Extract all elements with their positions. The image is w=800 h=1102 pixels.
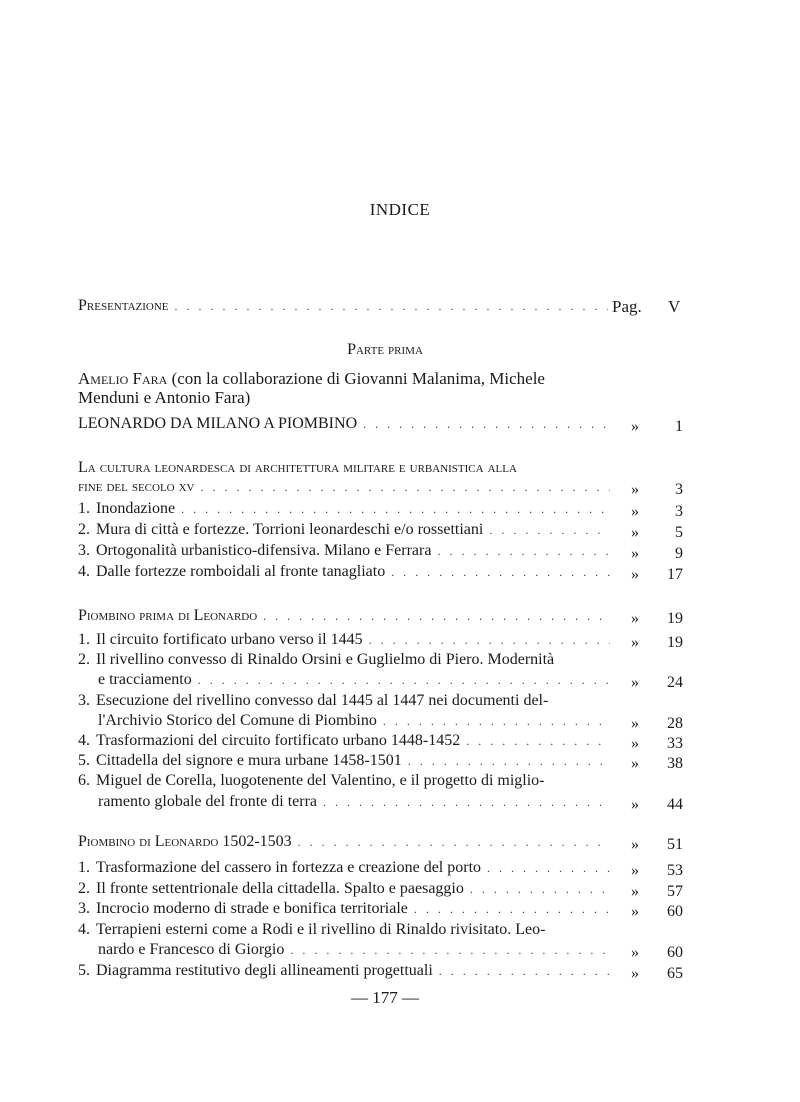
leader-dots bbox=[470, 880, 610, 899]
section-1-heading bbox=[78, 477, 610, 497]
toc-page: 1 bbox=[675, 418, 683, 435]
toc-label: LEONARDO DA MILANO A PIOMBINO bbox=[78, 415, 358, 432]
toc-label: 1. Trasformazione del cassero in fortezza e creazione del porto bbox=[78, 859, 482, 876]
toc-label: Piombino prima di Leonardo bbox=[78, 607, 258, 624]
toc-page: 24 bbox=[667, 674, 683, 692]
toc-label: 6. Miguel de Corella, luogotenente del Valentino, e il progetto di miglio- bbox=[78, 772, 545, 790]
toc-page: 65 bbox=[667, 964, 683, 982]
leader-dots bbox=[383, 712, 610, 731]
toc-label: nardo e Francesco di Giorgio bbox=[98, 941, 285, 958]
toc-label: Presentazione bbox=[78, 297, 169, 314]
toc-page: 33 bbox=[667, 735, 683, 752]
toc-page: 19 bbox=[667, 634, 683, 651]
page-number: — 177 — bbox=[351, 988, 419, 1007]
toc-item-line bbox=[78, 650, 610, 669]
toc-item-line bbox=[78, 541, 610, 561]
toc-mark: » bbox=[631, 503, 639, 520]
toc-label: 4. Terrapieni esterni come a Rodi e il rivellino di Rinaldo rivisitato. Leo- bbox=[78, 920, 546, 938]
toc-mark: » bbox=[631, 964, 639, 982]
toc-item-number: 3. bbox=[78, 900, 90, 917]
toc-item-number: 4. bbox=[78, 732, 90, 749]
part-title: Parte prima bbox=[347, 341, 423, 358]
toc-item-line bbox=[78, 792, 610, 812]
toc-item-line bbox=[78, 499, 610, 519]
toc-item-number: 6. bbox=[78, 772, 90, 790]
toc-mark: » bbox=[631, 634, 639, 651]
toc-label: 2. Mura di città e fortezze. Torrioni leonardeschi e/o rossettiani bbox=[78, 521, 484, 538]
toc-item-number: 1. bbox=[78, 500, 90, 517]
toc-mark: » bbox=[631, 714, 639, 732]
leader-dots bbox=[198, 671, 610, 690]
toc-label: ramento globale del fronte di terra bbox=[98, 792, 318, 810]
toc-mark: » bbox=[631, 545, 639, 562]
toc-mark: » bbox=[631, 836, 639, 853]
toc-mark: » bbox=[631, 903, 639, 920]
pag-label: Pag. bbox=[612, 297, 642, 316]
toc-item-line bbox=[78, 920, 610, 939]
toc-mark: » bbox=[631, 481, 639, 498]
toc-label: 5. Diagramma restitutivo degli allineamenti progettuali bbox=[78, 961, 433, 979]
toc-item-number: 4. bbox=[78, 920, 90, 938]
leader-dots bbox=[175, 297, 608, 316]
toc-page: 60 bbox=[667, 903, 683, 920]
toc-item-number: 3. bbox=[78, 542, 90, 559]
toc-mark: » bbox=[631, 944, 639, 961]
section-3-heading bbox=[78, 832, 610, 852]
page-title: INDICE bbox=[369, 200, 431, 219]
leader-dots bbox=[439, 962, 610, 981]
toc-item-line bbox=[78, 670, 610, 690]
leader-dots bbox=[298, 833, 610, 852]
leader-dots bbox=[369, 631, 610, 650]
toc-page: V bbox=[668, 297, 681, 316]
toc-page: 60 bbox=[667, 944, 683, 961]
toc-item-number: 5. bbox=[78, 961, 90, 979]
leader-dots bbox=[487, 859, 610, 878]
toc-page: 9 bbox=[675, 545, 683, 562]
toc-label: 3. Incrocio moderno di strade e bonifica territoriale bbox=[78, 900, 408, 917]
leader-dots bbox=[201, 478, 611, 497]
toc-mark: » bbox=[631, 882, 639, 900]
toc-item-number: 2. bbox=[78, 651, 90, 669]
section-2-heading bbox=[78, 606, 610, 626]
toc-item-line bbox=[78, 771, 610, 790]
toc-page: 38 bbox=[667, 755, 683, 773]
leader-dots bbox=[363, 415, 610, 434]
toc-mark: » bbox=[631, 524, 639, 541]
toc-main-title bbox=[78, 414, 610, 434]
toc-item-line bbox=[78, 630, 610, 650]
leader-dots bbox=[466, 732, 610, 751]
toc-label: 3. Ortogonalità urbanistico-difensiva. Milano e Ferrara bbox=[78, 542, 432, 559]
toc-item-number: 5. bbox=[78, 752, 90, 770]
toc-item-line bbox=[78, 562, 610, 582]
toc-item-number: 3. bbox=[78, 691, 90, 709]
toc-label: l'Archivio Storico del Comune di Piombino bbox=[98, 711, 377, 729]
toc-label: 4. Trasformazioni del circuito fortificato urbano 1448-1452 bbox=[78, 732, 461, 749]
toc-label: 2. Il fronte settentrionale della cittadella. Spalto e paesaggio bbox=[78, 879, 464, 897]
toc-label: 5. Cittadella del signore e mura urbane 1458-1501 bbox=[78, 752, 402, 770]
toc-item-line bbox=[78, 879, 610, 899]
toc-item-line bbox=[78, 691, 610, 710]
author-line bbox=[78, 369, 608, 407]
toc-label: 3. Esecuzione del rivellino convesso dal 1445 al 1447 nei documenti del- bbox=[78, 691, 549, 709]
leader-dots bbox=[263, 607, 610, 626]
toc-page: 5 bbox=[675, 524, 683, 541]
toc-item-number: 4. bbox=[78, 563, 90, 580]
toc-item-number: 1. bbox=[78, 859, 90, 876]
toc-label: Piombino di Leonardo 1502-1503 bbox=[78, 833, 292, 850]
toc-item-number: 2. bbox=[78, 879, 90, 897]
leader-dots bbox=[489, 521, 610, 540]
toc-mark: » bbox=[631, 610, 639, 627]
leader-dots bbox=[290, 941, 610, 960]
toc-item-line bbox=[78, 751, 610, 771]
toc-page: 17 bbox=[667, 566, 683, 583]
toc-label: e tracciamento bbox=[98, 671, 192, 689]
toc-item-number: 2. bbox=[78, 521, 90, 538]
toc-label: fine del secolo xv bbox=[78, 478, 195, 495]
toc-page: 51 bbox=[667, 836, 683, 853]
leader-dots bbox=[181, 500, 610, 519]
toc-label: 1. Inondazione bbox=[78, 500, 176, 517]
leader-dots bbox=[437, 542, 610, 561]
toc-item-line bbox=[78, 731, 610, 751]
toc-item-line bbox=[78, 940, 610, 960]
toc-label: 1. Il circuito fortificato urbano verso il 1445 bbox=[78, 631, 363, 648]
toc-item-line bbox=[78, 899, 610, 919]
toc-mark: » bbox=[631, 795, 639, 813]
toc-page: 3 bbox=[675, 503, 683, 520]
toc-label: 4. Dalle fortezze romboidali al fronte tanagliato bbox=[78, 563, 386, 580]
toc-mark: » bbox=[631, 418, 639, 435]
toc-page: 57 bbox=[667, 882, 683, 900]
toc-mark: » bbox=[631, 674, 639, 692]
toc-item-line bbox=[78, 858, 610, 878]
toc-page: 44 bbox=[667, 795, 683, 813]
toc-item-line bbox=[78, 520, 610, 540]
toc-mark: » bbox=[631, 735, 639, 752]
author-name: Amelio Fara bbox=[78, 369, 168, 388]
toc-page: 53 bbox=[667, 862, 683, 879]
toc-mark: » bbox=[631, 862, 639, 879]
toc-page: 19 bbox=[667, 610, 683, 627]
leader-dots bbox=[408, 752, 610, 771]
toc-item-line bbox=[78, 711, 610, 731]
leader-dots bbox=[391, 563, 610, 582]
toc-item-line bbox=[78, 961, 610, 981]
toc-item-number: 1. bbox=[78, 631, 90, 648]
leader-dots bbox=[414, 900, 610, 919]
author-collaborators: (con la collaborazione di Giovanni Malanima, Michele Menduni e Antonio Fara) bbox=[78, 369, 545, 407]
toc-label: 2. Il rivellino convesso di Rinaldo Orsini e Guglielmo di Piero. Modernità bbox=[78, 651, 555, 669]
section-1-heading-line1: La cultura leonardesca di architettura militare e urbanistica alla bbox=[78, 459, 517, 476]
toc-mark: » bbox=[631, 755, 639, 773]
toc-presentazione bbox=[78, 296, 608, 316]
toc-mark: » bbox=[631, 566, 639, 583]
toc-page: 28 bbox=[667, 714, 683, 732]
leader-dots bbox=[323, 793, 610, 812]
toc-page: 3 bbox=[675, 481, 683, 498]
